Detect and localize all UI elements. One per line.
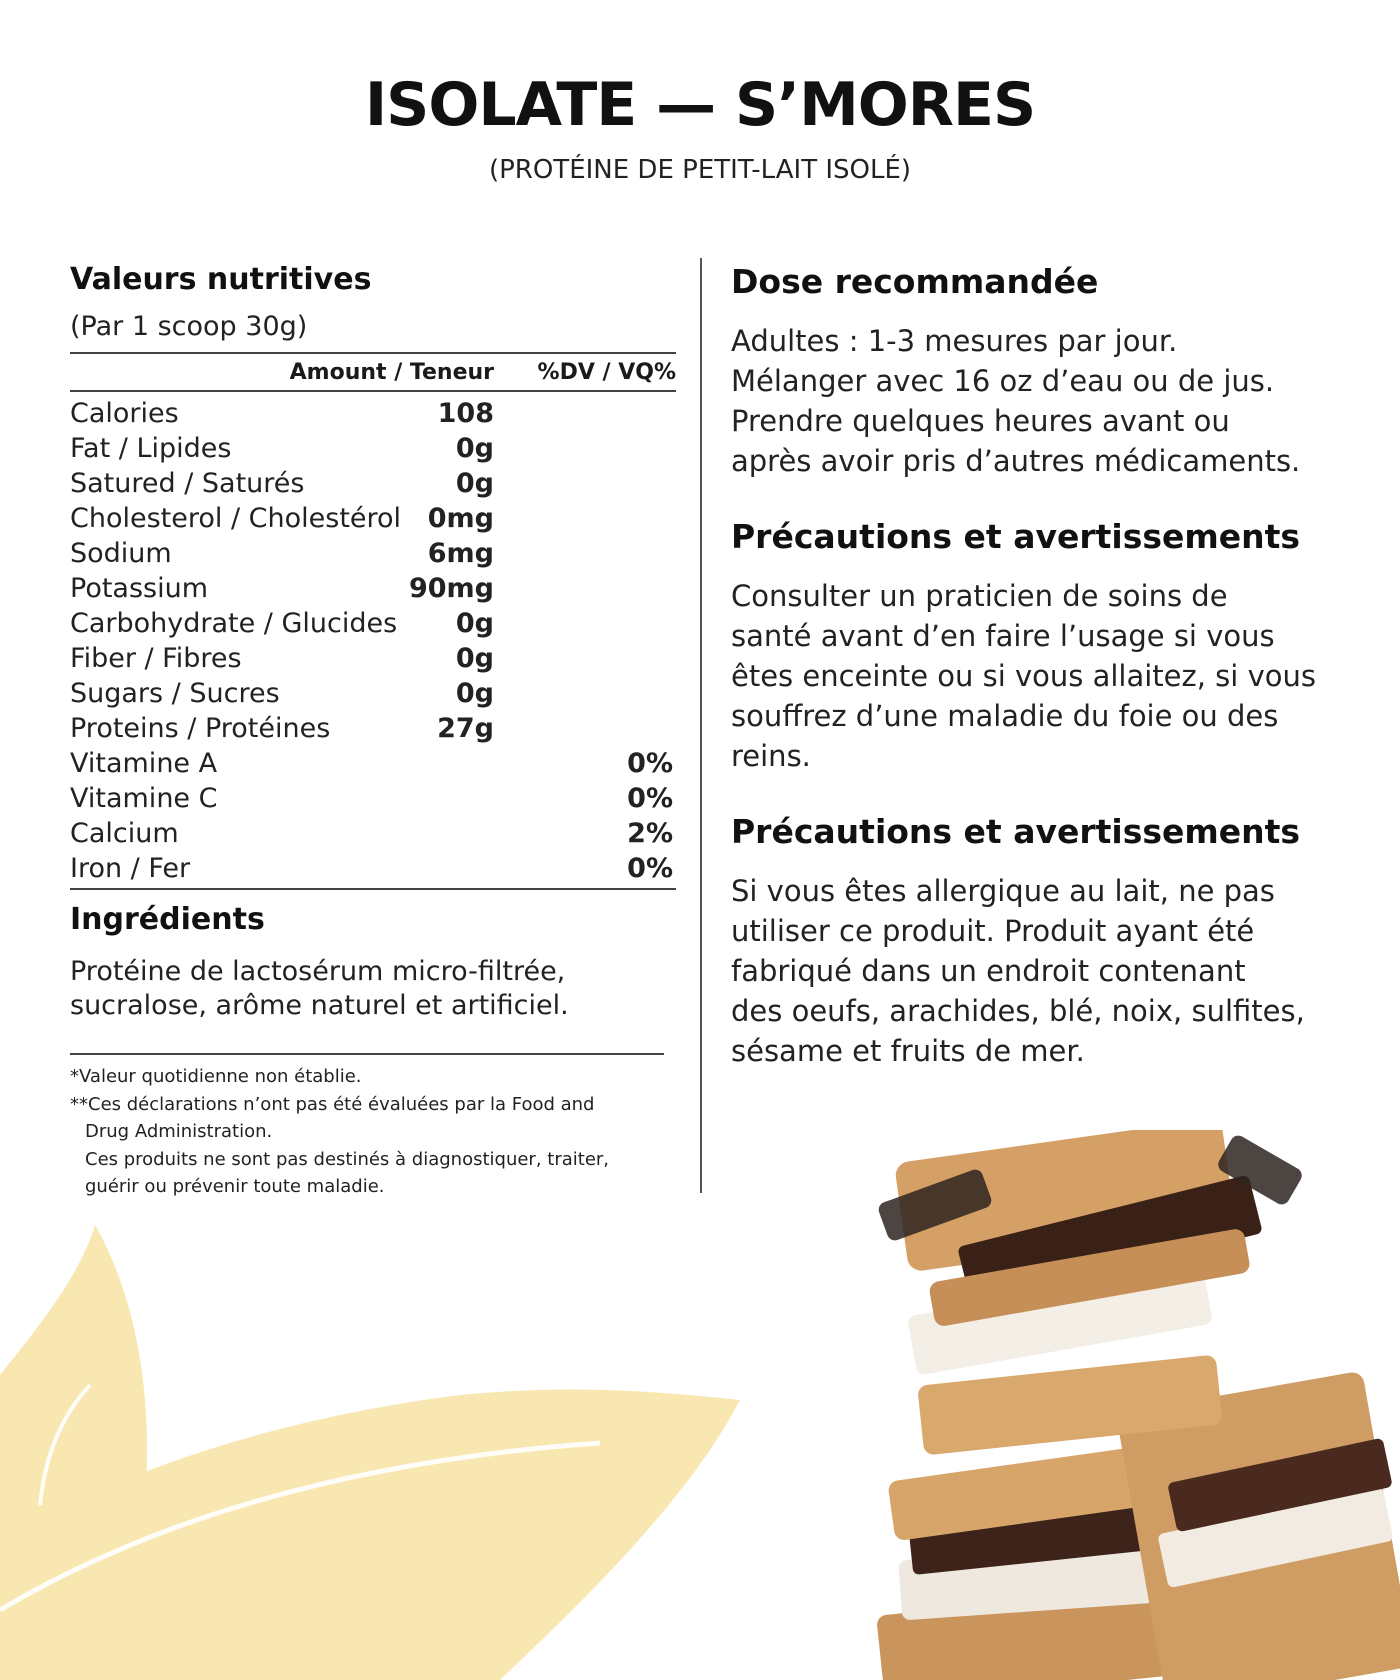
column-header-amount: Amount / Teneur xyxy=(289,360,494,385)
allergy-line: des oeufs, arachides, blé, noix, sulfites, xyxy=(731,994,1305,1028)
nutrient-amount: 0g xyxy=(455,678,494,709)
nutrient-name: Fiber / Fibres xyxy=(70,643,242,674)
nutrient-name: Iron / Fer xyxy=(70,853,191,884)
dose-line: après avoir pris d’autres médicaments. xyxy=(731,444,1301,478)
table-row xyxy=(70,676,676,711)
precautions-line: êtes enceinte ou si vous allaitez, si vous xyxy=(731,659,1316,693)
nutrition-heading: Valeurs nutritives xyxy=(70,262,372,297)
table-row xyxy=(70,396,676,431)
precautions-line: souffrez d’une maladie du foie ou des xyxy=(731,699,1279,733)
footnote: *Valeur quotidienne non établie. xyxy=(70,1066,362,1087)
nutrient-amount: 0g xyxy=(455,608,494,639)
table-row xyxy=(70,571,676,606)
footnote: Ces produits ne sont pas destinés à diagnostiquer, traiter, xyxy=(85,1148,610,1170)
nutrient-name: Proteins / Protéines xyxy=(70,713,331,744)
table-row xyxy=(70,781,676,816)
nutrient-amount: 6mg xyxy=(427,538,494,569)
nutrient-amount: 0g xyxy=(455,433,494,464)
nutrient-amount: 0g xyxy=(455,643,494,674)
column-divider xyxy=(700,258,702,1193)
nutrient-name: Potassium xyxy=(70,573,209,604)
page-subtitle: (PROTÉINE DE PETIT-LAIT ISOLÉ) xyxy=(488,155,912,185)
dose-heading: Dose recommandée xyxy=(731,262,1099,301)
precautions-text xyxy=(731,576,1351,776)
table-row xyxy=(70,431,676,466)
dose-line: Adultes : 1-3 mesures par jour. xyxy=(731,324,1178,358)
nutrient-name: Sodium xyxy=(70,538,172,569)
table-row xyxy=(70,711,676,746)
footnote-rule xyxy=(70,1053,664,1055)
serving-size: (Par 1 scoop 30g) xyxy=(70,311,308,342)
nutrient-dv: 2% xyxy=(627,818,673,849)
nutrient-dv: 0% xyxy=(627,853,673,884)
ingredients-line: Protéine de lactosérum micro-filtrée, xyxy=(70,956,566,987)
info-panel xyxy=(731,262,1351,1071)
nutrition-panel xyxy=(70,262,676,1201)
nutrient-name: Vitamine A xyxy=(70,748,218,779)
nutrient-amount: 108 xyxy=(437,398,494,429)
allergy-line: sésame et fruits de mer. xyxy=(731,1034,1085,1068)
footnote: **Ces déclarations n’ont pas été évaluées par la Food and xyxy=(70,1093,595,1115)
nutrient-amount: 27g xyxy=(437,713,494,744)
nutrient-name: Cholesterol / Cholestérol xyxy=(70,503,402,534)
ingredients-heading: Ingrédients xyxy=(70,902,265,937)
allergy-line: utiliser ce produit. Produit ayant été xyxy=(731,914,1255,948)
nutrient-amount: 0mg xyxy=(427,503,494,534)
footnotes xyxy=(70,1063,676,1201)
nutrient-name: Calcium xyxy=(70,818,179,849)
table-row xyxy=(70,641,676,676)
table-row xyxy=(70,606,676,641)
ingredients-text xyxy=(70,955,676,1023)
allergy-text xyxy=(731,871,1351,1071)
footnote: guérir ou prévenir toute maladie. xyxy=(85,1176,385,1197)
leaf-decoration xyxy=(0,1215,760,1680)
dose-text xyxy=(731,321,1351,481)
nutrient-dv: 0% xyxy=(627,783,673,814)
nutrient-name: Vitamine C xyxy=(70,783,218,814)
table-bottom-rule xyxy=(70,888,676,890)
allergy-line: Si vous êtes allergique au lait, ne pas xyxy=(731,874,1275,908)
table-row xyxy=(70,851,676,886)
table-row xyxy=(70,746,676,781)
nutrient-name: Satured / Saturés xyxy=(70,468,305,499)
precautions-line: reins. xyxy=(731,739,811,773)
nutrient-amount: 90mg xyxy=(408,573,494,604)
nutrient-name: Calories xyxy=(70,398,179,429)
table-row xyxy=(70,466,676,501)
nutrient-name: Carbohydrate / Glucides xyxy=(70,608,398,639)
column-header-dv: %DV / VQ% xyxy=(537,360,676,385)
dose-line: Prendre quelques heures avant ou xyxy=(731,404,1230,438)
nutrient-name: Sugars / Sucres xyxy=(70,678,280,709)
precautions-line: santé avant d’en faire l’usage si vous xyxy=(731,619,1275,653)
ingredients-line: sucralose, arôme naturel et artificiel. xyxy=(70,990,569,1021)
page-title: ISOLATE — S’MORES xyxy=(364,70,1036,140)
allergy-heading: Précautions et avertissements xyxy=(731,812,1301,851)
nutrition-table xyxy=(70,396,676,886)
nutrient-dv: 0% xyxy=(627,748,673,779)
footnote: Drug Administration. xyxy=(85,1121,273,1142)
precautions-heading: Précautions et avertissements xyxy=(731,517,1301,556)
table-row xyxy=(70,501,676,536)
nutrition-table-header xyxy=(70,352,676,392)
table-row xyxy=(70,816,676,851)
table-row xyxy=(70,536,676,571)
smores-image xyxy=(840,1130,1400,1680)
dose-line: Mélanger avec 16 oz d’eau ou de jus. xyxy=(731,364,1275,398)
nutrient-amount: 0g xyxy=(455,468,494,499)
precautions-line: Consulter un praticien de soins de xyxy=(731,579,1228,613)
allergy-line: fabriqué dans un endroit contenant xyxy=(731,954,1246,988)
nutrient-name: Fat / Lipides xyxy=(70,433,232,464)
